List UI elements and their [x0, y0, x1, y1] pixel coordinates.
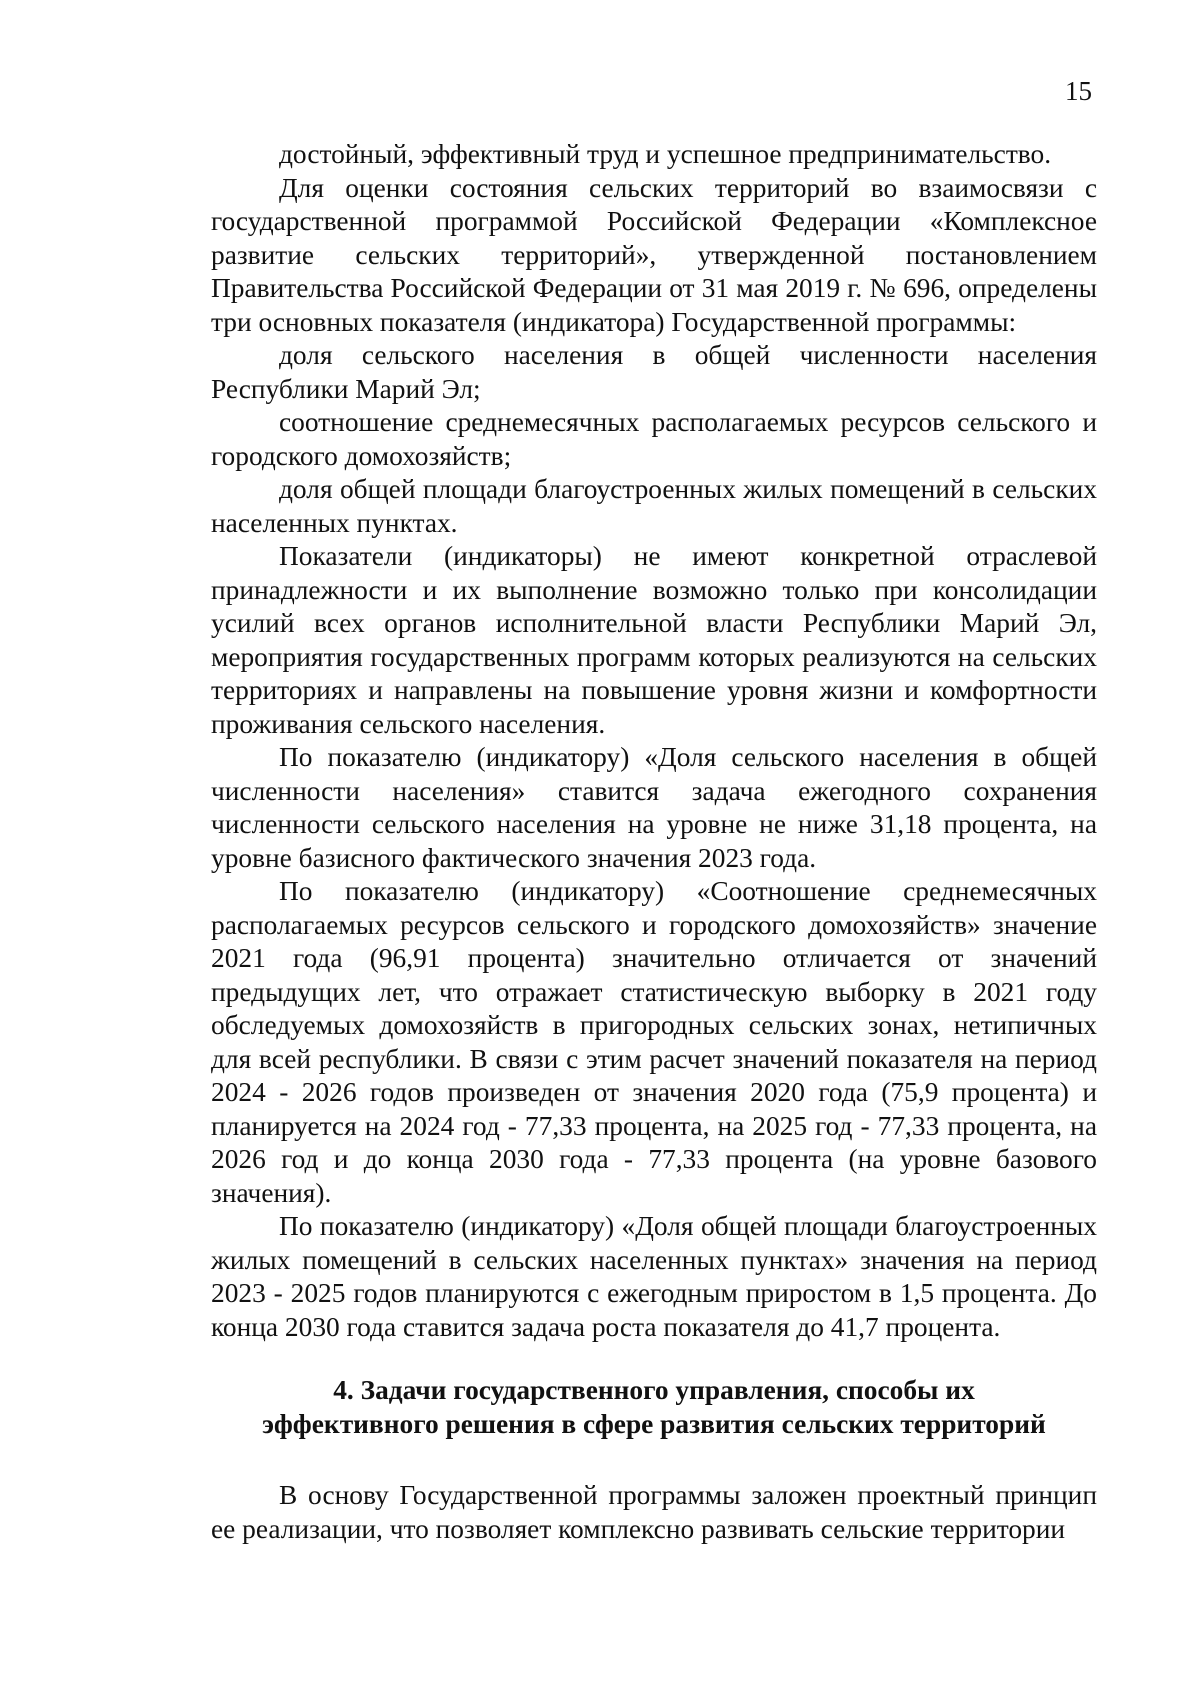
section-heading — [211, 1374, 1097, 1441]
section-heading-line-1: 4. Задачи государственного управления, способы их — [333, 1375, 975, 1405]
section-heading-line-2: эффективного решения в сфере развития сельских территорий — [262, 1408, 1046, 1439]
paragraph-indicators-intro: Для оценки состояния сельских территорий во взаимосвязи с государственной программой Российской Федерации «Комплексное развитие сельских территорий», утвержденной постановлением Правительства Российской Федерации от 31 мая 2019 г. № 696, определены три основных показателя (индикатора) Государственной программы: — [211, 172, 1097, 337]
page-number: 15 — [1065, 76, 1092, 106]
paragraph-section-intro: В основу Государственной программы заложен проектный принцип ее реализации, что позволяет комплексно развивать сельские территории — [211, 1480, 1097, 1544]
document-body — [211, 138, 1097, 1546]
paragraph-resources-ratio-indicator: По показателю (индикатору) «Соотношение среднемесячных располагаемых ресурсов сельского и городского домохозяйств» значение 2021 года (96,91 процента) значительно отличается от значений предыдущих лет, что отражает статистическую выборку в 2021 году обследуемых домохозяйств в пригородных сельских зонах, нетипичных для всей республики. В связи с этим расчет значений показателя на период 2024 - 2026 годов произведен от значения 2020 года (75,9 процента) и планируется на 2024 год - 77,33 процента, на 2025 год - 77,33 процента, на 2026 год и до конца 2030 года - 77,33 процента (на уровне базового значения). — [211, 876, 1097, 1208]
indicator-item-rural-population: доля сельского населения в общей численности населения Республики Марий Эл; — [211, 340, 1097, 404]
indicator-item-resources-ratio: соотношение среднемесячных располагаемых ресурсов сельского и городского домохозяйств; — [211, 407, 1097, 471]
indicator-item-housing-area: доля общей площади благоустроенных жилых помещений в сельских населенных пунктах. — [211, 474, 1097, 538]
paragraph-housing-area-indicator: По показателю (индикатору) «Доля общей площади благоустроенных жилых помещений в сельских населенных пунктах» значения на период 2023 - 2025 годов планируются с ежегодным приростом в 1,5 процента. До конца 2030 года ставится задача роста показателя до 41,7 процента. — [211, 1211, 1097, 1342]
paragraph-continuation: достойный, эффективный труд и успешное предпринимательство. — [279, 139, 1052, 169]
paragraph-indicators-consolidation: Показатели (индикаторы) не имеют конкретной отраслевой принадлежности и их выполнение возможно только при консолидации усилий всех органов исполнительной власти Республики Марий Эл, мероприятия государственных программ которых реализуются на сельских территориях и направлены на повышение уровня жизни и комфортности проживания сельского населения. — [211, 541, 1097, 739]
paragraph-rural-population-indicator: По показателю (индикатору) «Доля сельского населения в общей численности населения» ставится задача ежегодного сохранения численности сельского населения на уровне не ниже 31,18 процента, на уровне базисного фактического значения 2023 года. — [211, 742, 1097, 873]
